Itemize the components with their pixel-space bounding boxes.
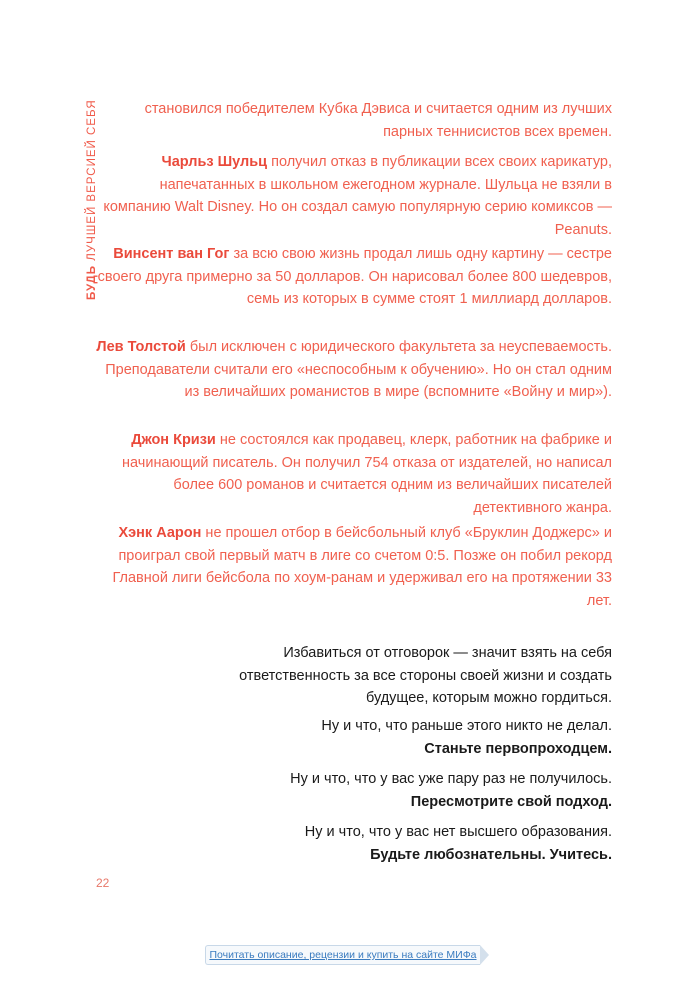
summary-pair-0 <box>132 715 612 760</box>
summary-advice: Станьте первопроходцем. <box>424 740 612 757</box>
example-paragraph-5 <box>92 522 612 612</box>
example-person-name: Чарльз Шульц <box>161 154 268 170</box>
summary-intro: Избавиться от отговорок — значит взять на себя ответственность за все стороны своей жизни и создать будущее, которым можно гордиться. <box>239 645 612 707</box>
summary-question: Ну и что, что у вас уже пару раз не получилось. <box>290 771 612 787</box>
example-person-name: Джон Кризи <box>131 432 216 448</box>
promo-link[interactable]: Почитать описание, рецензии и купить на сайте МИФа <box>205 945 480 965</box>
example-text: не прошел отбор в бейсбольный клуб «Бруклин Доджерс» и проиграл свой первый матч в лиге со счетом 0:5. Позже он побил рекорд Главной лиги бейсбола по хоум-ранам и удерживал его на протяжении 33 лет. <box>112 525 612 609</box>
summary-pair-2 <box>132 821 612 866</box>
example-paragraph-2 <box>92 243 612 311</box>
example-text: получил отказ в публикации всех своих карикатур, напечатанных в школьном ежегодном журнале. Шульца не взяли в компанию Walt Disney. Но он создал самую популярную серию комиксов — Peanuts. <box>103 154 612 238</box>
example-paragraph-0 <box>92 98 612 143</box>
running-head-bold: БУДЬ <box>86 264 98 300</box>
example-text: становился победителем Кубка Дэвиса и считается одним из лучших парных теннисистов всех времен. <box>144 101 612 140</box>
summary-question: Ну и что, что раньше этого никто не делал. <box>321 718 612 734</box>
example-text: был исключен с юридического факультета за неуспеваемость. Преподаватели считали его «неспособным к обучению». Но он стал одним из величайших романистов в мире (вспомните «Войну и мир»). <box>105 339 612 401</box>
example-text: не состоялся как продавец, клерк, работник на фабрике и начинающий писатель. Он получил 754 отказа от издателей, но написал более 600 романов и считается одним из величайших писателей детективного жанра. <box>122 432 612 516</box>
example-person-name: Лев Толстой <box>96 339 186 355</box>
summary-question: Ну и что, что у вас нет высшего образования. <box>304 824 612 840</box>
example-paragraph-4 <box>92 429 612 519</box>
summary-pair-1 <box>132 768 612 813</box>
example-text: за всю свою жизнь продал лишь одну картину — сестре своего друга примерно за 50 долларов. Он нарисовал более 800 шедевров, семь из которых в сумме стоят 1 миллиард долларов. <box>97 246 612 308</box>
summary-advice: Пересмотрите свой подход. <box>410 793 612 810</box>
example-person-name: Хэнк Аарон <box>118 525 202 541</box>
example-person-name: Винсент ван Гог <box>113 246 230 262</box>
summary-advice: Будьте любознательны. Учитесь. <box>370 846 612 863</box>
page-number: 22 <box>96 876 110 890</box>
example-paragraph-3 <box>92 336 612 404</box>
example-paragraph-1 <box>92 151 612 241</box>
running-head-rest: ЛУЧШЕЙ ВЕРСИЕЙ СЕБЯ <box>86 99 98 261</box>
